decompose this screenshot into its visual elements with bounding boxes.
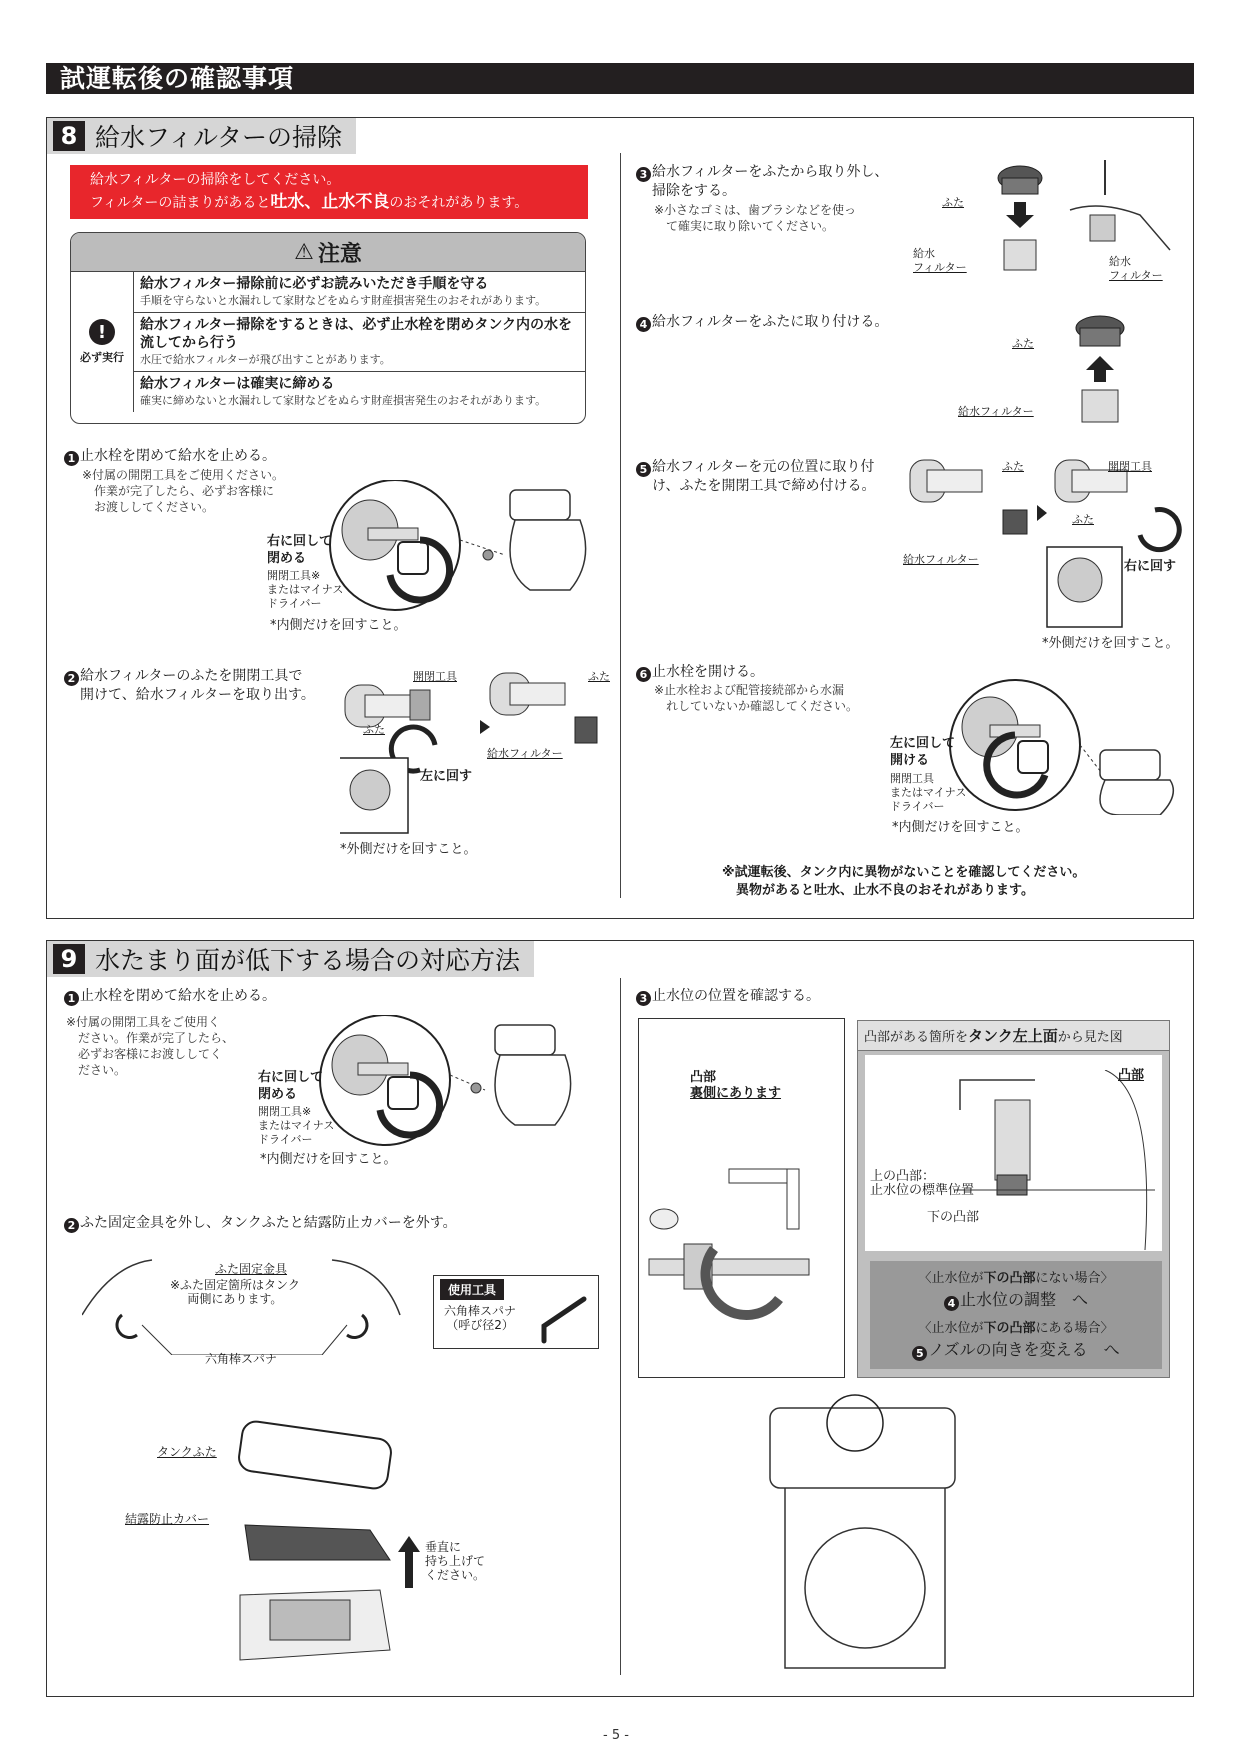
s9-step1-label-a: 右に回して bbox=[258, 1070, 324, 1085]
s9-step3-boss-label: 凸部 裏側にあります bbox=[690, 1070, 782, 1101]
s9-step1-illustration bbox=[300, 1015, 600, 1150]
s8-step5-tool-label: 開閉工具 bbox=[1108, 460, 1152, 473]
s8-step1-label-c: 開閉工具※ bbox=[267, 569, 321, 582]
s8-step6-label-d: またはマイナス bbox=[890, 786, 967, 799]
s8-step1-illustration bbox=[310, 480, 610, 615]
section-9-header bbox=[47, 941, 534, 977]
s9-step1-label-c: 開閉工具※ bbox=[258, 1105, 312, 1118]
s8-step2-left-label: 左に回す bbox=[420, 769, 473, 784]
link-change-nozzle-direction[interactable]: 5 ノズルの向きを変える へ bbox=[870, 1337, 1162, 1361]
link-adjust-water-level[interactable]: 4 止水位の調整 へ bbox=[870, 1287, 1162, 1311]
warning-banner bbox=[70, 165, 588, 219]
s8-step-5: 5 給水フィルターを元の位置に取り付 け、ふたを開閉工具で締め付ける。 bbox=[636, 458, 875, 496]
s8-step4-illustration bbox=[1060, 310, 1150, 430]
caution-header: ⚠ 注意 bbox=[71, 233, 585, 272]
s9-step1-caption: *内側だけを回すこと。 bbox=[260, 1152, 397, 1167]
s8-step2-illustration bbox=[340, 665, 620, 840]
s8-step-2: 2 給水フィルターのふたを開閉工具で 開けて、給水フィルターを取り出す。 bbox=[64, 667, 315, 705]
page-number: - 5 - bbox=[603, 1728, 629, 1743]
s9-step-1: 1 止水栓を閉めて給水を止める。 bbox=[64, 987, 276, 1006]
warning-triangle-icon: ⚠ bbox=[294, 239, 314, 265]
lower-boss-label: 下の凸部 bbox=[927, 1210, 980, 1225]
warning-line-2: フィルターの詰まりがあると吐水、止水不良のおそれがあります。 bbox=[90, 192, 529, 212]
section-8-title: 給水フィルターの掃除 bbox=[95, 123, 343, 152]
case-box bbox=[870, 1261, 1162, 1369]
up-arrow-icon bbox=[398, 1536, 420, 1588]
float-valve-illustration bbox=[955, 1070, 1155, 1250]
section-8-header bbox=[47, 118, 356, 154]
s8-step6-label-e: ドライバー bbox=[890, 800, 945, 813]
case-1-text: 〈止水位が下の凸部にない場合〉 bbox=[918, 1271, 1114, 1286]
s8-step-6-note: ※止水栓および配管接続部から水漏 れしていないか確認してください。 bbox=[654, 683, 859, 713]
tool-name: 六角棒スパナ （呼び径2） bbox=[444, 1304, 517, 1332]
section-8-divider bbox=[620, 153, 621, 898]
s9-step2-cover-label: 結露防止カバー bbox=[125, 1512, 210, 1526]
s9-step1-label-b: 閉める bbox=[258, 1087, 298, 1102]
s8-step6-illustration bbox=[930, 675, 1190, 815]
s8-step6-caption: *内側だけを回すこと。 bbox=[892, 820, 1029, 835]
mandatory-label: 必ず実行 bbox=[80, 351, 124, 364]
upper-boss-label: 上の凸部： 止水位の標準位置 bbox=[870, 1169, 975, 1198]
s9-step2-lid-label: タンクふた bbox=[157, 1445, 217, 1459]
s8-step1-label-e: ドライバー bbox=[267, 597, 322, 610]
s9-step1-label-e: ドライバー bbox=[258, 1133, 313, 1146]
s8-step2-lid-label-2: ふた bbox=[588, 670, 610, 683]
page-title: 試運転後の確認事項 bbox=[46, 63, 1194, 94]
s8-step1-label-d: またはマイナス bbox=[267, 583, 344, 596]
s8-step2-filter-label: 給水フィルター bbox=[487, 747, 563, 760]
s9-step2-fix-label: ふた固定金具 bbox=[215, 1262, 288, 1276]
s8-step5-lid-label-2: ふた bbox=[1072, 513, 1094, 526]
case-2-text: 〈止水位が下の凸部にある場合〉 bbox=[918, 1321, 1114, 1336]
tool-box bbox=[433, 1275, 599, 1349]
s8-step-3: 3 給水フィルターをふたから取り外し、 掃除をする。 bbox=[636, 163, 888, 201]
s8-step-3-note: ※小さなゴミは、歯ブラシなどを使っ て確実に取り除いてください。 bbox=[654, 203, 857, 233]
s8-step3-filter-label-2: 給水 フィルター bbox=[1109, 255, 1163, 282]
exclamation-icon: ! bbox=[89, 319, 115, 345]
s9-step2-tank-illustration bbox=[230, 1420, 420, 1670]
section-8-number: 8 bbox=[53, 121, 85, 151]
s8-step5-caption: *外側だけを回すこと。 bbox=[1042, 636, 1179, 651]
view-boss-label: 凸部 bbox=[1118, 1068, 1145, 1083]
section-9-number: 9 bbox=[53, 944, 85, 974]
s9-step-3: 3 止水位の位置を確認する。 bbox=[636, 987, 820, 1006]
caution-row: 給水フィルターは確実に締める 確実に締めないと水漏れして家財などをぬらす財産損害発生のおそれがあります。 bbox=[140, 376, 547, 407]
s8-step2-caption: *外側だけを回すこと。 bbox=[340, 842, 477, 857]
s8-step3-lid-label: ふた bbox=[942, 196, 964, 209]
section-9-divider bbox=[620, 978, 621, 1675]
s8-step6-label-b: 開ける bbox=[890, 753, 930, 768]
section-9-title: 水たまり面が低下する場合の対応方法 bbox=[95, 946, 521, 975]
view-box-image bbox=[865, 1055, 1162, 1251]
s8-step-1: 1 止水栓を閉めて給水を止める。 bbox=[64, 447, 276, 466]
hex-wrench-icon bbox=[534, 1291, 594, 1346]
caution-row: 給水フィルター掃除をするときは、必ず止水栓を閉めタンク内の水を流してから行う 水圧で給水フィルターが飛び出すことがあります。 bbox=[134, 313, 585, 372]
view-box-header: 凸部がある箇所をタンク左上面から見た図 bbox=[858, 1021, 1169, 1051]
s8-step5-illustration bbox=[905, 455, 1185, 635]
s8-step5-filter-label: 給水フィルター bbox=[903, 553, 979, 566]
s8-step4-filter-label: 給水フィルター bbox=[958, 405, 1034, 418]
s8-step2-lid-label: ふた bbox=[363, 723, 385, 736]
caution-row: 給水フィルター掃除前に必ずお読みいただき手順を守る 手順を守らないと水漏れして家財などをぬらす財産損害発生のおそれがあります。 bbox=[134, 272, 585, 313]
s9-step3-toilet-illustration bbox=[765, 1378, 965, 1678]
s8-step1-label-b: 閉める bbox=[267, 551, 307, 566]
mandatory-action-cell bbox=[71, 272, 134, 412]
s8-step-6: 6 止水栓を開ける。 bbox=[636, 663, 764, 682]
s9-step-2: 2 ふた固定金具を外し、タンクふたと結露防止カバーを外す。 bbox=[64, 1214, 457, 1233]
s8-step6-label-c: 開閉工具 bbox=[890, 772, 934, 785]
s9-step2-wrench-label: 六角棒スパナ bbox=[205, 1352, 278, 1366]
s8-step5-right-label: 右に回す bbox=[1124, 559, 1177, 574]
s9-step3-detail-illustration bbox=[639, 1139, 843, 1339]
s8-step5-lid-label: ふた bbox=[1002, 460, 1024, 473]
s8-footnote: ※試運転後、タンク内に異物がないことを確認してください。 異物があると吐水、止水不良のおそれがあります。 bbox=[722, 865, 1086, 898]
tool-box-header: 使用工具 bbox=[440, 1279, 504, 1300]
s8-step2-tool-label: 開閉工具 bbox=[413, 670, 457, 683]
s9-step2-lift-note: 垂直に 持ち上げて ください。 bbox=[425, 1540, 486, 1582]
caution-box bbox=[70, 232, 586, 424]
s8-step1-label-a: 右に回して bbox=[267, 534, 333, 549]
s9-step1-label-d: またはマイナス bbox=[258, 1119, 335, 1132]
warning-line-1: 給水フィルターの掃除をしてください。 bbox=[90, 172, 341, 188]
s8-step4-lid-label: ふた bbox=[1012, 337, 1034, 350]
s8-step6-label-a: 左に回して bbox=[890, 736, 956, 751]
s8-step1-caption: *内側だけを回すこと。 bbox=[270, 618, 407, 633]
s9-step-1-note: ※付属の開閉工具をご使用く ださい。作業が完了したら、 必ずお客様にお渡ししてく ださい。 bbox=[66, 1015, 235, 1077]
s9-step2-fix-note: ※ふた固定箇所はタンク 両側にあります。 bbox=[170, 1278, 300, 1306]
s8-step-1-note: ※付属の開閉工具をご使用ください。 作業が完了したら、必ずお客様に お渡ししてください。 bbox=[82, 468, 285, 514]
s8-step-4: 4 給水フィルターをふたに取り付ける。 bbox=[636, 313, 888, 332]
s8-step3-filter-label: 給水 フィルター bbox=[913, 247, 967, 274]
